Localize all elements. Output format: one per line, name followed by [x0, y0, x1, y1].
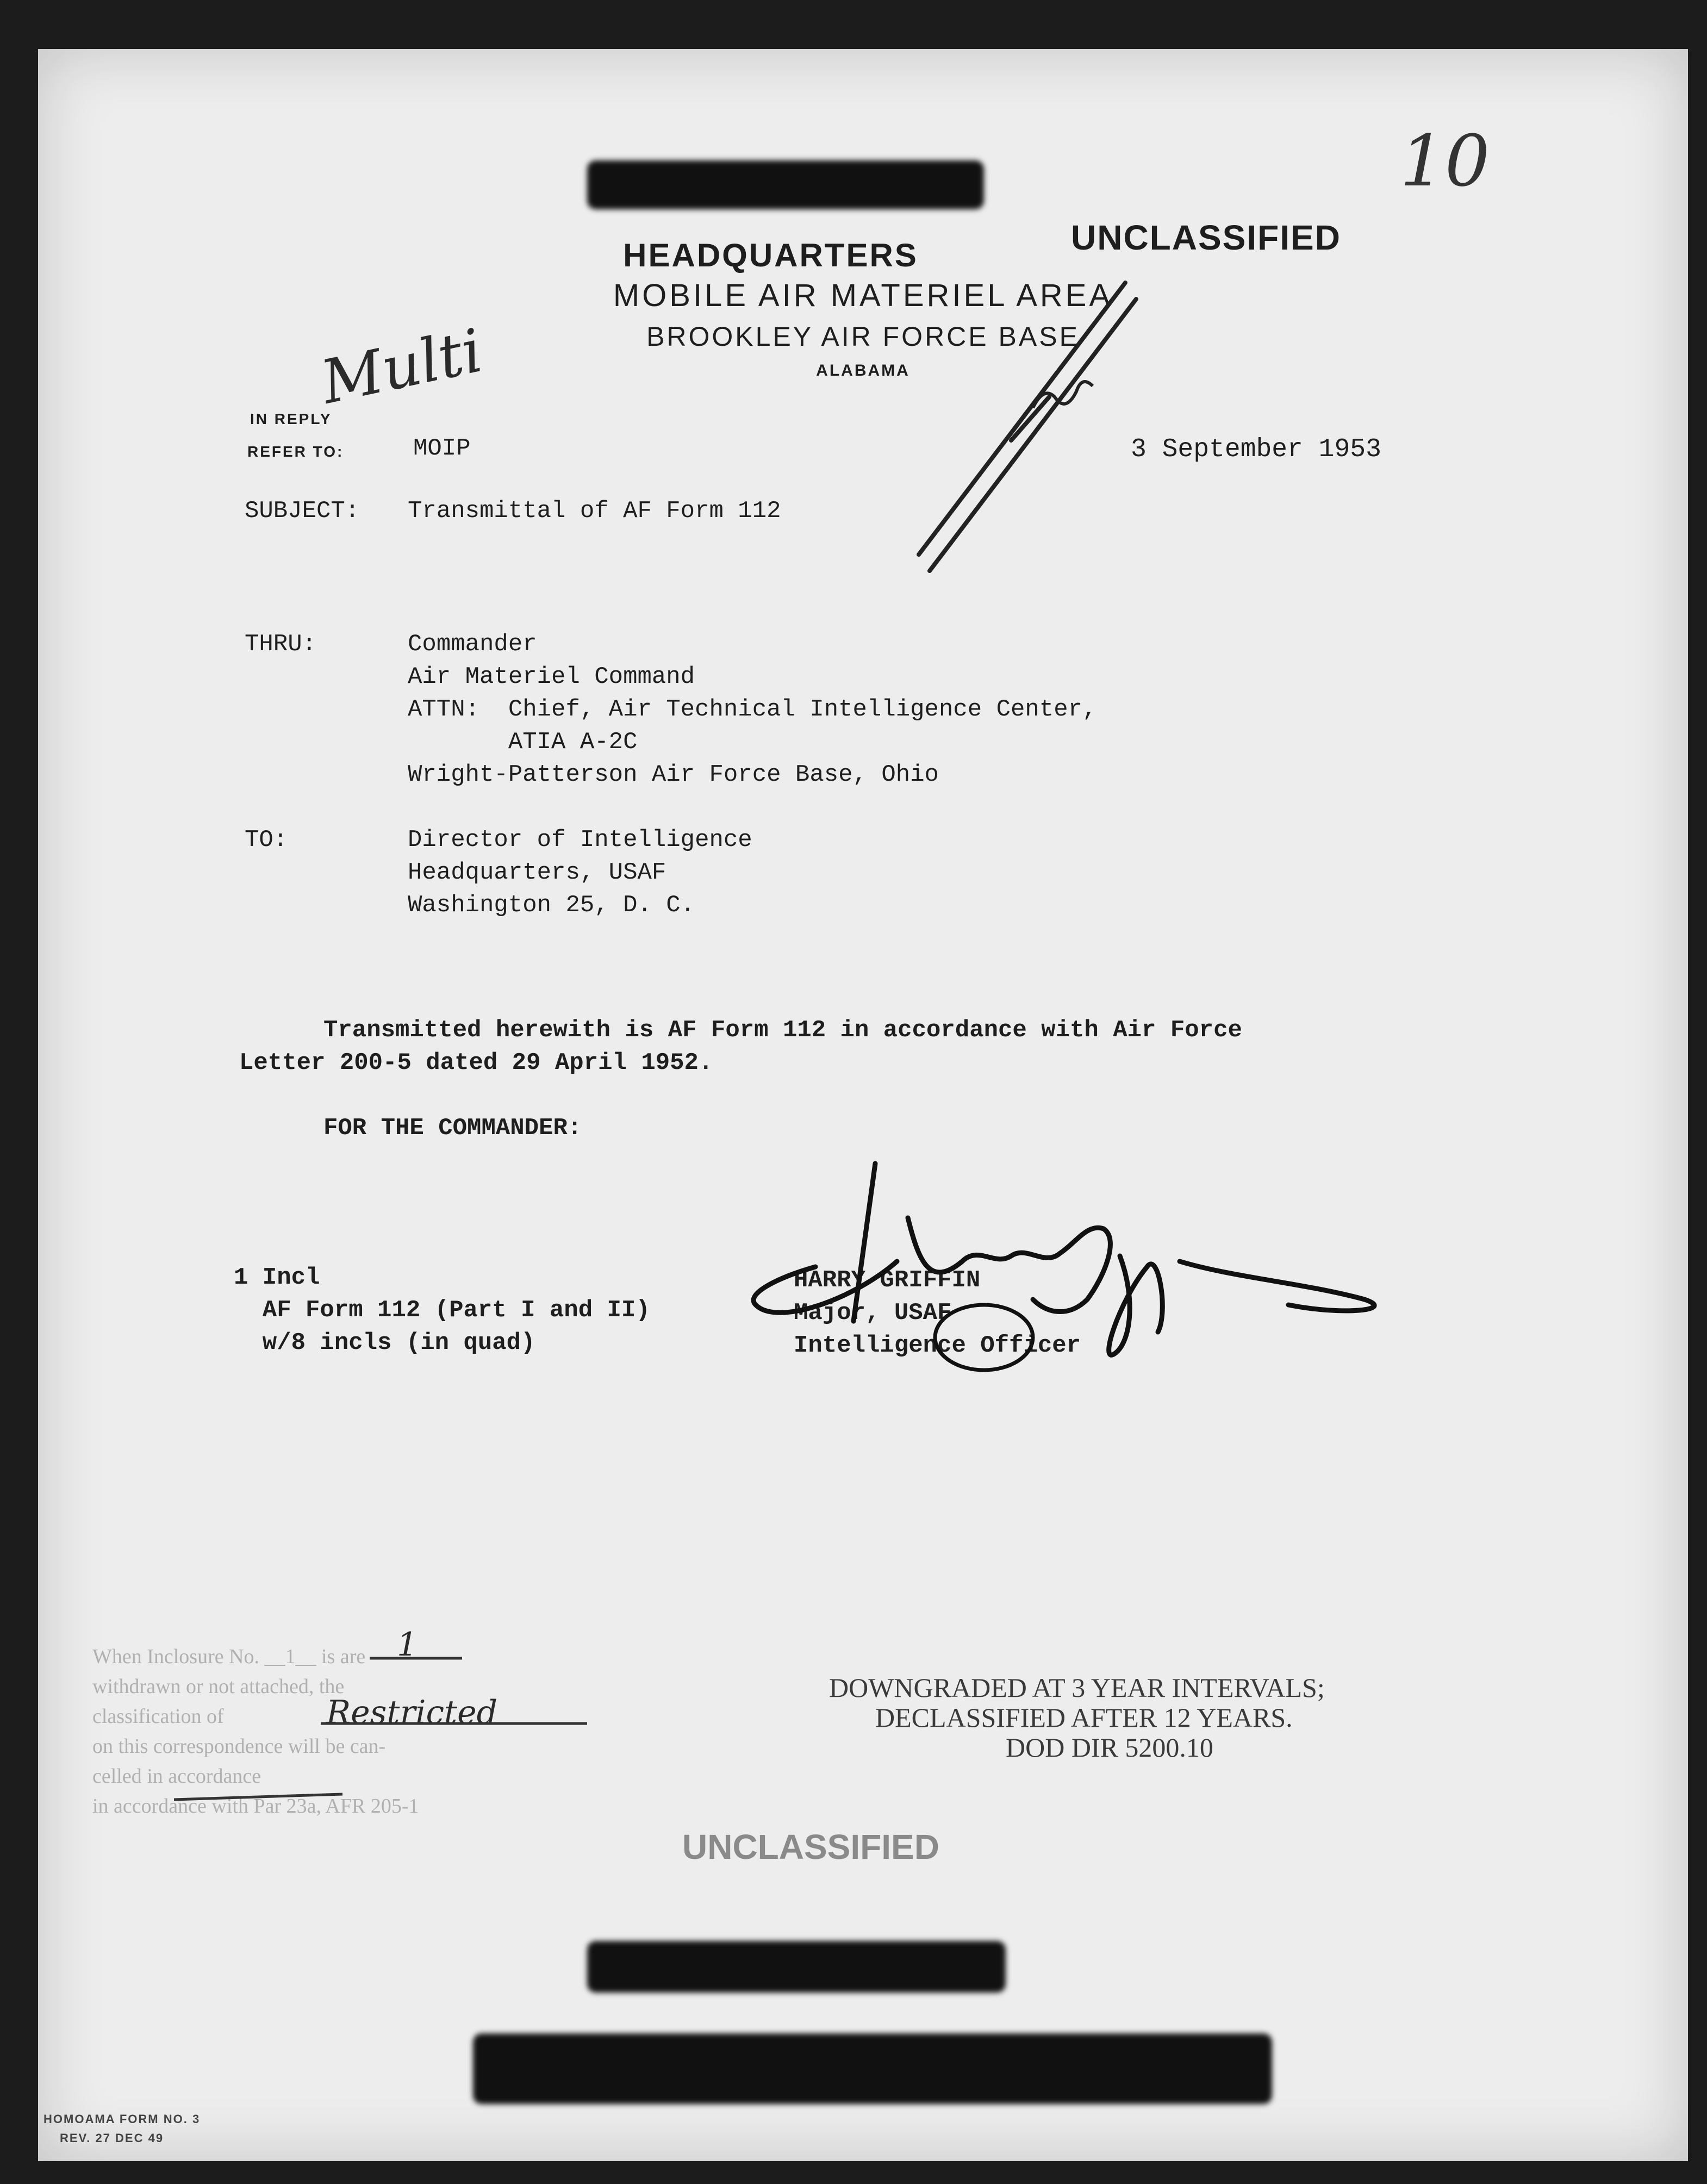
pen-strike-mark: [919, 283, 1136, 571]
to-label: TO:: [245, 826, 288, 854]
page-number: 10: [1400, 120, 1490, 202]
handwritten-classification: Restricted: [326, 1694, 498, 1732]
subject-text: Transmittal of AF Form 112: [408, 497, 781, 525]
classification-stamp-top: UNCLASSIFIED: [1071, 218, 1341, 257]
document-sheet: [38, 49, 1688, 2161]
downgrade-stamp-line: DOWNGRADED AT 3 YEAR INTERVALS;: [829, 1672, 1325, 1703]
thru-line: Commander: [408, 631, 537, 658]
thru-label: THRU:: [245, 631, 317, 658]
inclosure-line: 1 Incl: [234, 1264, 320, 1291]
thru-line: Air Materiel Command: [408, 663, 695, 690]
closing: FOR THE COMMANDER:: [323, 1115, 582, 1142]
form-number-line: HOMOAMA FORM NO. 3: [43, 2112, 201, 2126]
thru-line: ATIA A-2C: [408, 729, 638, 756]
subject-label: SUBJECT:: [245, 497, 360, 525]
to-line: Headquarters, USAF: [408, 859, 666, 886]
letter-date: 3 September 1953: [1131, 435, 1381, 464]
letterhead-base: BROOKLEY AIR FORCE BASE: [646, 321, 1080, 352]
regrade-note-line: withdrawn or not attached, the: [92, 1675, 345, 1698]
classification-stamp-bottom: UNCLASSIFIED: [682, 1827, 939, 1866]
body-line-2: Letter 200-5 dated 29 April 1952.: [239, 1049, 713, 1077]
signature-loop: [935, 1305, 1033, 1370]
thru-line: ATTN: Chief, Air Technical Intelligence Center,: [408, 696, 1097, 723]
handwritten-note: Multi: [315, 315, 489, 418]
letterhead-state: ALABAMA: [816, 362, 910, 379]
regrade-note-line: on this correspondence will be can-: [92, 1735, 386, 1758]
inclosure-line: AF Form 112 (Part I and II): [234, 1297, 650, 1324]
form-number-line: REV. 27 DEC 49: [60, 2131, 164, 2145]
signer-name: HARRY GRIFFIN: [794, 1267, 981, 1294]
letterhead-headquarters: HEADQUARTERS: [623, 237, 918, 273]
letterhead-organization: MOBILE AIR MATERIEL AREA: [613, 278, 1113, 313]
reply-code: MOIP: [413, 435, 471, 462]
inclosure-line: w/8 incls (in quad): [234, 1329, 535, 1357]
downgrade-stamp-line: DECLASSIFIED AFTER 12 YEARS.: [875, 1702, 1293, 1733]
signer-rank: Major, USAF: [794, 1299, 952, 1327]
regrade-note-line: celled in accordance: [92, 1765, 261, 1788]
handwritten-underline: [174, 1658, 587, 1800]
to-line: Washington 25, D. C.: [408, 892, 695, 919]
regrade-note-line: in accordance with Par 23a, AFR 205-1: [92, 1795, 419, 1818]
reply-label-1: IN REPLY: [250, 410, 332, 427]
regrade-note-line: classification of: [92, 1705, 224, 1728]
signature-scrawl: [753, 1163, 1374, 1355]
body-line-1: Transmitted herewith is AF Form 112 in accordance with Air Force: [323, 1017, 1242, 1044]
regrade-note-line: When Inclosure No. __1__ is are: [92, 1645, 366, 1668]
pen-marks: [38, 49, 1688, 2161]
signer-title: Intelligence Officer: [794, 1332, 1081, 1359]
reply-label-2: REFER TO:: [247, 443, 344, 460]
to-line: Director of Intelligence: [408, 826, 752, 854]
handwritten-inclosure-number: 1: [397, 1626, 418, 1664]
downgrade-stamp-line: DOD DIR 5200.10: [1006, 1732, 1213, 1763]
thru-line: Wright-Patterson Air Force Base, Ohio: [408, 761, 939, 788]
